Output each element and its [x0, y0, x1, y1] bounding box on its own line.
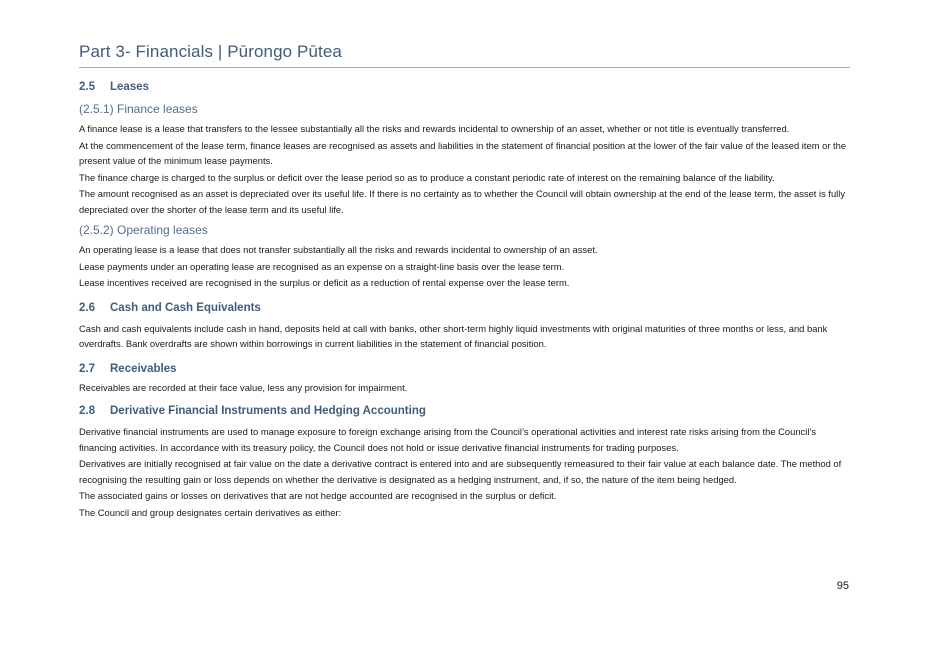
subsection-heading-operating-leases: (2.5.2) Operating leases — [79, 223, 208, 237]
paragraph: Lease incentives received are recognised in the surplus or deficit as a reduction of rental expense over the lease term. — [79, 277, 570, 288]
subsection-heading-finance-leases: (2.5.1) Finance leases — [79, 102, 198, 116]
section-title: Leases — [110, 81, 150, 93]
paragraph: Derivative financial instruments are used to manage exposure to foreign exchange arising from the Council’s operational activities and interest rate risks arising from the Council’s financing activities. In accordance with its treasury policy, the Council does not hold or issue derivative financial instruments for trading purposes. — [79, 426, 817, 453]
section-number: 2.5 — [79, 81, 95, 93]
page-header-title: Part 3- Financials | Pūrongo Pūtea — [79, 42, 342, 61]
section-number: 2.6 — [79, 301, 95, 314]
paragraph: The associated gains or losses on derivatives that are not hedge accounted are recognised in the surplus or deficit. — [79, 490, 557, 501]
section-title: Cash and Cash Equivalents — [110, 301, 261, 314]
page-number: 95 — [836, 580, 849, 592]
paragraph: The amount recognised as an asset is depreciated over its useful life. If there is no certainty as to whether the Council will obtain ownership at the end of the lease term, the asset is fully depreciated over the shorter of the lease term and its useful life. — [79, 188, 846, 215]
section-heading-receivables — [79, 363, 850, 375]
paragraph: Receivables are recorded at their face value, less any provision for impairment. — [79, 381, 408, 393]
paragraph: Lease payments under an operating lease are recognised as an expense on a straight-line basis over the lease term. — [79, 260, 565, 272]
paragraph: At the commencement of the lease term, finance leases are recognised as assets and liabilities in the statement of financial position at the lower of the fair value of the leased item or the present value of the minimum lease payments. — [79, 139, 847, 166]
paragraph: Cash and cash equivalents include cash in hand, deposits held at call with banks, other short-term highly liquid investments with original maturities of three months or less, and bank overdrafts. Bank overdrafts are shown within borrowings in current liabilities in the statement of financial position. — [79, 322, 828, 349]
section-heading-leases — [79, 81, 850, 93]
section-number: 2.7 — [79, 362, 95, 375]
paragraph: The finance charge is charged to the surplus or deficit over the lease period so as to produce a constant periodic rate of interest on the remaining balance of the liability. — [79, 171, 775, 183]
paragraph: An operating lease is a lease that does not transfer substantially all the risks and rewards incidental to ownership of an asset. — [79, 244, 598, 255]
paragraph: The Council and group designates certain derivatives as either: — [79, 506, 342, 518]
section-heading-derivatives — [79, 405, 850, 417]
section-title: Derivative Financial Instruments and Hedging Accounting — [110, 405, 426, 417]
section-title: Receivables — [110, 362, 177, 375]
page-content — [79, 80, 850, 520]
section-number: 2.8 — [79, 405, 95, 417]
paragraph: A finance lease is a lease that transfers to the lessee substantially all the risks and rewards incidental to ownership of an asset, whether or not title is eventually transferred. — [79, 123, 790, 134]
section-heading-cash — [79, 302, 850, 314]
header-divider — [79, 67, 850, 68]
paragraph: Derivatives are initially recognised at fair value on the date a derivative contract is entered into and are subsequently remeasured to their fair value at each balance date. The method of recognising the resulting gain or loss depends on whether the derivative is designated as a hedging instrument, and, if so, the nature of the item being hedged. — [79, 458, 842, 485]
